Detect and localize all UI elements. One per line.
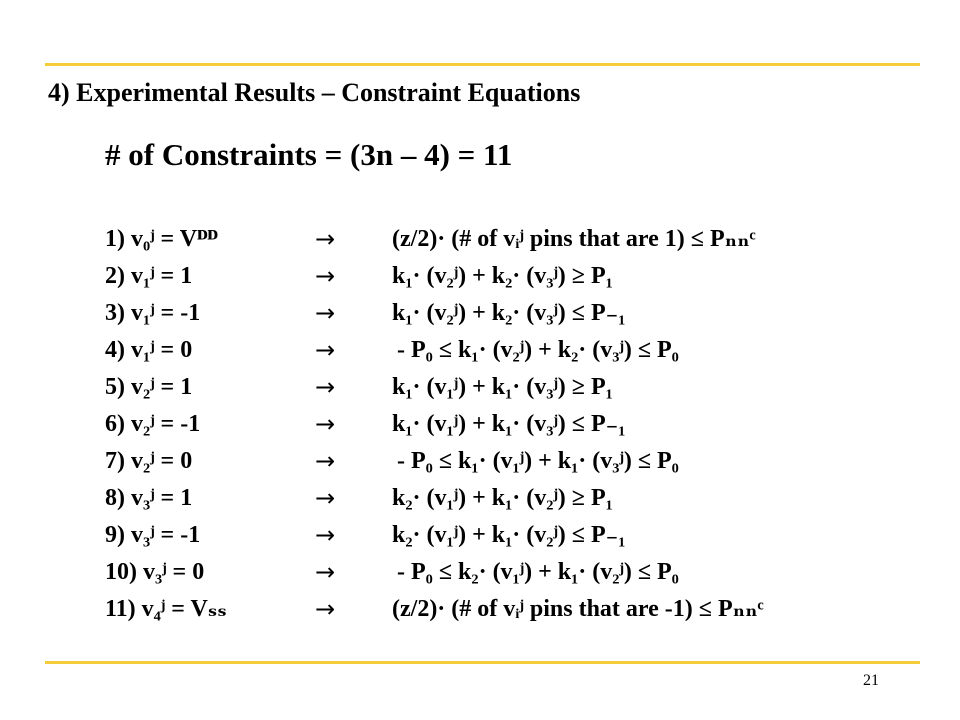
constraint-row: [105, 258, 925, 295]
constraint-row: [105, 517, 925, 554]
constraint-equation: k₁· (v₁ʲ) + k₁· (v₃ʲ) ≥ P₁: [392, 374, 613, 400]
implies-arrow-icon: →: [315, 336, 336, 364]
implies-arrow-icon: →: [315, 558, 336, 586]
constraint-row: [105, 591, 925, 628]
implies-arrow-icon: →: [315, 299, 336, 327]
constraint-row: [105, 369, 925, 406]
constraint-equation: - P₀ ≤ k₂· (v₁ʲ) + k₁· (v₂ʲ) ≤ P₀: [397, 559, 679, 585]
constraint-row: [105, 406, 925, 443]
constraint-condition: 11) v₄ʲ = Vₛₛ: [105, 596, 227, 622]
constraint-equation: (z/2)· (# of vᵢʲ pins that are -1) ≤ Pₙₙᶜ: [392, 596, 764, 622]
implies-arrow-icon: →: [315, 595, 336, 623]
constraint-row: [105, 295, 925, 332]
constraint-equation: k₂· (v₁ʲ) + k₁· (v₂ʲ) ≥ P₁: [392, 485, 613, 511]
constraint-condition: 1) v₀ʲ = Vᴰᴰ: [105, 226, 218, 252]
constraint-condition: 5) v₂ʲ = 1: [105, 374, 193, 400]
constraint-equation: k₁· (v₁ʲ) + k₁· (v₃ʲ) ≤ P₋₁: [392, 411, 626, 437]
constraint-row: [105, 443, 925, 480]
slide-title: 4) Experimental Results – Constraint Equations: [48, 78, 581, 107]
implies-arrow-icon: →: [315, 225, 336, 253]
constraint-count-heading: # of Constraints = (3n – 4) = 11: [105, 137, 513, 172]
constraint-condition: 7) v₂ʲ = 0: [105, 448, 193, 474]
implies-arrow-icon: →: [315, 484, 336, 512]
implies-arrow-icon: →: [315, 521, 336, 549]
constraint-condition: 10) v₃ʲ = 0: [105, 559, 205, 585]
implies-arrow-icon: →: [315, 410, 336, 438]
constraint-equation: k₂· (v₁ʲ) + k₁· (v₂ʲ) ≤ P₋₁: [392, 522, 626, 548]
constraint-equation: - P₀ ≤ k₁· (v₁ʲ) + k₁· (v₃ʲ) ≤ P₀: [397, 448, 679, 474]
constraint-condition: 9) v₃ʲ = -1: [105, 522, 201, 548]
constraint-row: [105, 221, 925, 258]
constraint-condition: 8) v₃ʲ = 1: [105, 485, 193, 511]
implies-arrow-icon: →: [315, 373, 336, 401]
top-divider: [45, 63, 920, 66]
implies-arrow-icon: →: [315, 447, 336, 475]
constraint-condition: 6) v₂ʲ = -1: [105, 411, 201, 437]
constraint-condition: 4) v₁ʲ = 0: [105, 337, 193, 363]
implies-arrow-icon: →: [315, 262, 336, 290]
constraint-equation: k₁· (v₂ʲ) + k₂· (v₃ʲ) ≥ P₁: [392, 263, 613, 289]
constraint-row: [105, 554, 925, 591]
constraint-equation: (z/2)· (# of vᵢʲ pins that are 1) ≤ Pₙₙᶜ: [392, 226, 756, 252]
constraint-equation: k₁· (v₂ʲ) + k₂· (v₃ʲ) ≤ P₋₁: [392, 300, 626, 326]
page-number: 21: [863, 672, 879, 689]
constraint-row: [105, 480, 925, 517]
constraint-row: [105, 332, 925, 369]
constraint-condition: 2) v₁ʲ = 1: [105, 263, 193, 289]
constraint-condition: 3) v₁ʲ = -1: [105, 300, 201, 326]
constraint-list: [105, 221, 925, 628]
constraint-equation: - P₀ ≤ k₁· (v₂ʲ) + k₂· (v₃ʲ) ≤ P₀: [397, 337, 679, 363]
bottom-divider: [45, 661, 920, 664]
